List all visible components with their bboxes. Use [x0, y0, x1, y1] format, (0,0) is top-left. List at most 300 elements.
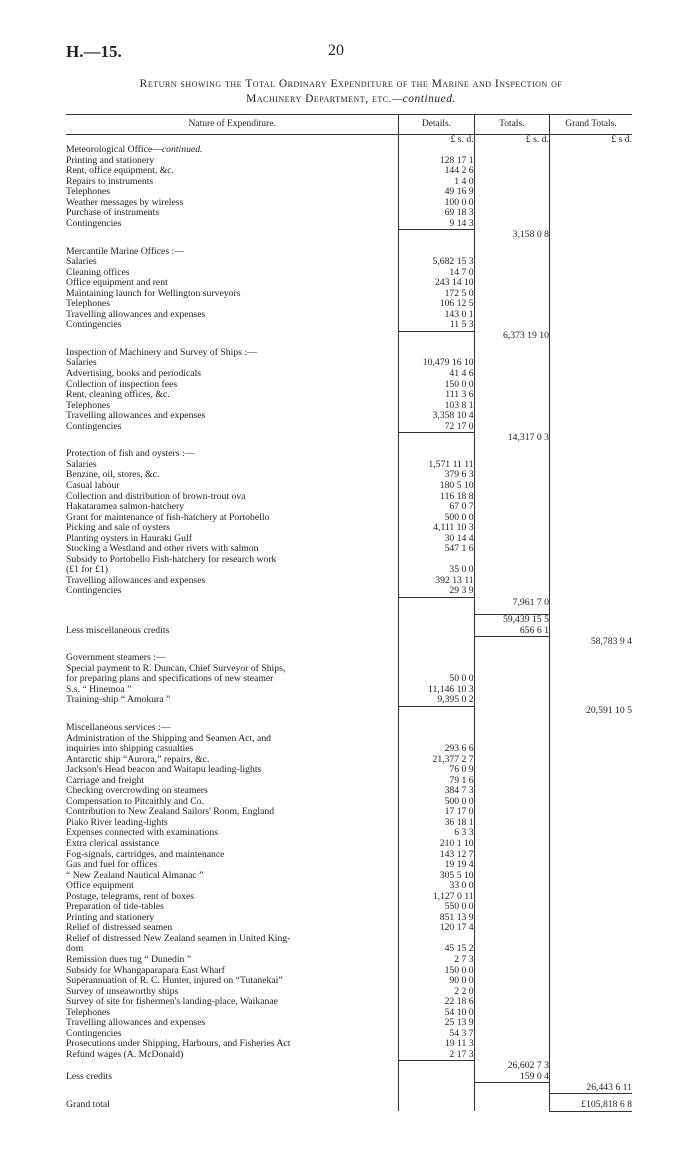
- grand-totals-cell: 20,591 10 5: [549, 706, 632, 717]
- details-cell: 180 5 10: [399, 481, 474, 492]
- list-item: [66, 278, 632, 289]
- section-total-row: [66, 1061, 632, 1072]
- details-cell: 384 7 3: [399, 786, 474, 797]
- row-label: [66, 1050, 399, 1061]
- row-label: [66, 744, 399, 755]
- row-label: [66, 257, 399, 268]
- row-label: [66, 987, 399, 998]
- details-cell: £ s. d.: [399, 134, 474, 145]
- list-item: [66, 268, 632, 279]
- list-item: [66, 987, 632, 998]
- grand-totals-cell: [549, 586, 632, 597]
- details-cell: 150 0 0: [399, 380, 474, 391]
- grand-totals-cell: [549, 198, 632, 209]
- row-label-text: Piako River leading-lights: [66, 817, 168, 828]
- details-cell: [399, 1061, 474, 1072]
- row-label-text: Special payment to R. Duncan, Chief Surveyor of Ships,: [66, 663, 286, 674]
- details-cell: 392 13 11: [399, 576, 474, 587]
- list-item: [66, 422, 632, 433]
- row-label: [66, 358, 399, 369]
- row-label: [66, 1008, 399, 1019]
- row-label: [66, 860, 399, 871]
- col-header-grand-totals: Grand Totals.: [549, 115, 632, 135]
- details-cell: [399, 734, 474, 745]
- row-label: [66, 219, 399, 230]
- totals-cell: [474, 1100, 549, 1111]
- details-cell: 21,377 2 7: [399, 755, 474, 766]
- details-cell: 22 18 6: [399, 997, 474, 1008]
- totals-cell: [474, 723, 549, 734]
- totals-cell: [474, 786, 549, 797]
- row-label: [66, 502, 399, 513]
- row-label: [66, 369, 399, 380]
- details-cell: 76 0 9: [399, 765, 474, 776]
- row-label: [66, 166, 399, 177]
- details-cell: 2 2 0: [399, 987, 474, 998]
- totals-cell: [474, 1029, 549, 1040]
- list-item: [66, 544, 632, 555]
- grand-subtotal-row: [66, 706, 632, 717]
- totals-cell: [474, 944, 549, 955]
- row-label-text: Training-ship “ Amokura ”: [66, 695, 171, 706]
- list-item: [66, 923, 632, 934]
- totals-cell: 656 6 1: [474, 626, 549, 637]
- grand-totals-cell: [549, 1050, 632, 1061]
- list-item: [66, 320, 632, 331]
- row-label-text: Remission dues tug “ Dunedin ”: [66, 955, 192, 966]
- totals-cell: [474, 401, 549, 412]
- row-label-text: Carriage and freight: [66, 775, 145, 786]
- list-item: [66, 219, 632, 230]
- row-label-text: Cleaning offices: [66, 267, 130, 278]
- details-cell: [399, 653, 474, 664]
- row-label: [66, 411, 399, 422]
- totals-cell: [474, 422, 549, 433]
- details-cell: 79 1 6: [399, 776, 474, 787]
- details-cell: 30 14 4: [399, 534, 474, 545]
- grand-totals-cell: [549, 695, 632, 706]
- row-label-text: Travelling allowances and expenses: [66, 309, 206, 320]
- list-item: [66, 198, 632, 209]
- grand-totals-cell: [549, 850, 632, 861]
- row-label: [66, 923, 399, 934]
- row-label-text: Salaries: [66, 358, 97, 369]
- section-heading: [66, 653, 632, 664]
- list-item: [66, 187, 632, 198]
- list-item: [66, 1018, 632, 1029]
- row-label-text: Grand total: [66, 1100, 110, 1111]
- details-cell: 106 12 5: [399, 299, 474, 310]
- row-label-text: Telephones: [66, 400, 110, 411]
- row-label-text: Contribution to New Zealand Sailors' Room, England: [66, 807, 275, 818]
- section-total-row: [66, 230, 632, 241]
- grand-subtotal-row: [66, 637, 632, 648]
- row-label-text: Subsidy for Whangaparapara East Wharf: [66, 965, 225, 976]
- row-label-text: Contingencies: [66, 421, 122, 432]
- grand-totals-cell: [549, 145, 632, 156]
- section-heading: [66, 145, 632, 156]
- list-item: [66, 492, 632, 503]
- totals-cell: [474, 544, 549, 555]
- list-item: [66, 695, 632, 706]
- grand-totals-cell: [549, 380, 632, 391]
- grand-totals-cell: [549, 653, 632, 664]
- totals-cell: 159 0 4: [474, 1072, 549, 1083]
- details-cell: 10,479 16 10: [399, 358, 474, 369]
- row-label: [66, 944, 399, 955]
- list-item: [66, 1008, 632, 1019]
- list-item: [66, 839, 632, 850]
- row-label-text: Contingencies: [66, 218, 122, 229]
- row-label: [66, 230, 399, 241]
- details-cell: 293 6 6: [399, 744, 474, 755]
- grand-totals-cell: [549, 892, 632, 903]
- details-cell: 120 17 4: [399, 923, 474, 934]
- row-label-text: Prosecutions under Shipping, Harbours, and Fisheries Act: [66, 1039, 291, 1050]
- details-cell: 41 4 6: [399, 369, 474, 380]
- row-label-text: Hakataramea salmon-hatchery: [66, 502, 185, 513]
- row-label-text: Rent, office equipment, &c.: [66, 166, 174, 177]
- totals-cell: [474, 492, 549, 503]
- row-label: [66, 695, 399, 706]
- list-item: [66, 685, 632, 696]
- row-label: [66, 997, 399, 1008]
- row-label-text: Postage, telegrams, rent of boxes: [66, 891, 195, 902]
- row-label-text: Casual labour: [66, 481, 120, 491]
- row-label: [66, 1072, 399, 1083]
- row-label: [66, 892, 399, 903]
- totals-cell: [474, 765, 549, 776]
- totals-cell: [474, 257, 549, 268]
- details-cell: 67 0 7: [399, 502, 474, 513]
- row-label: [66, 534, 399, 545]
- row-label: [66, 380, 399, 391]
- totals-cell: [474, 449, 549, 460]
- details-cell: [399, 626, 474, 637]
- totals-cell: [474, 744, 549, 755]
- details-cell: 45 15 2: [399, 944, 474, 955]
- row-label-text: Superannuation of R. C. Hunter, injured on “Tutanekai”: [66, 976, 283, 987]
- list-item: [66, 734, 632, 745]
- row-label-text: Meteorological Office—: [66, 145, 162, 156]
- totals-cell: [474, 470, 549, 481]
- grand-totals-cell: [549, 230, 632, 241]
- row-label-text: Checking overcrowding on steamers: [66, 786, 208, 797]
- row-label: [66, 807, 399, 818]
- grand-totals-cell: [549, 818, 632, 829]
- row-label: [66, 481, 399, 492]
- totals-cell: [474, 198, 549, 209]
- details-cell: 100 0 0: [399, 198, 474, 209]
- details-cell: 11 5 3: [399, 320, 474, 331]
- row-label-text: Telephones: [66, 299, 110, 310]
- less-credits-row: [66, 626, 632, 637]
- details-cell: [399, 706, 474, 717]
- grand-totals-cell: [549, 187, 632, 198]
- row-label: [66, 1039, 399, 1050]
- grand-totals-cell: [549, 1008, 632, 1019]
- totals-cell: [474, 776, 549, 787]
- list-item: [66, 828, 632, 839]
- row-label-suffix: continued.: [161, 145, 203, 156]
- grand-totals-cell: [549, 555, 632, 566]
- grand-totals-cell: [549, 598, 632, 609]
- row-label-text: Maintaining launch for Wellington surveyors: [66, 288, 241, 299]
- totals-cell: [474, 818, 549, 829]
- list-item: [66, 797, 632, 808]
- row-label-text: Survey of site for fishermen's landing-place, Waikanae: [66, 997, 278, 1008]
- totals-cell: [474, 902, 549, 913]
- grand-totals-cell: [549, 786, 632, 797]
- details-cell: 144 2 6: [399, 166, 474, 177]
- totals-cell: [474, 177, 549, 188]
- row-label: [66, 187, 399, 198]
- list-item: [66, 755, 632, 766]
- details-cell: 1 4 0: [399, 177, 474, 188]
- grand-totals-cell: [549, 685, 632, 696]
- details-cell: 9,395 0 2: [399, 695, 474, 706]
- row-label-text: Collection of inspection fees: [66, 379, 178, 390]
- grand-totals-cell: [549, 433, 632, 444]
- totals-cell: [474, 913, 549, 924]
- grand-totals-cell: [549, 902, 632, 913]
- row-label: [66, 310, 399, 321]
- details-cell: 210 1 10: [399, 839, 474, 850]
- details-cell: 19 11 3: [399, 1039, 474, 1050]
- totals-cell: [474, 513, 549, 524]
- grand-totals-cell: [549, 331, 632, 342]
- totals-cell: [474, 369, 549, 380]
- totals-cell: [474, 706, 549, 717]
- grand-totals-cell: [549, 513, 632, 524]
- row-label-text: Printing and stationery: [66, 155, 155, 166]
- totals-cell: 7,961 7 0: [474, 598, 549, 609]
- list-item: [66, 513, 632, 524]
- totals-cell: [474, 871, 549, 882]
- row-label-text: Printing and stationery: [66, 912, 155, 923]
- grand-totals-cell: [549, 358, 632, 369]
- row-label-text: Expenses connected with examinations: [66, 828, 218, 839]
- totals-cell: [474, 208, 549, 219]
- row-label-text: Travelling allowances and expenses: [66, 1018, 206, 1029]
- details-cell: 305 5 10: [399, 871, 474, 882]
- totals-cell: [474, 1050, 549, 1061]
- grand-totals-cell: [549, 390, 632, 401]
- row-label-text: Compensation to Pitcaithly and Co.: [66, 796, 205, 807]
- totals-cell: [474, 576, 549, 587]
- grand-totals-cell: [549, 348, 632, 359]
- row-label: [66, 492, 399, 503]
- row-label: [66, 134, 399, 145]
- totals-cell: [474, 934, 549, 945]
- row-label: [66, 555, 399, 566]
- row-label: [66, 776, 399, 787]
- row-label: [66, 433, 399, 444]
- grand-totals-cell: [549, 997, 632, 1008]
- row-label-text: Repairs to instruments: [66, 176, 154, 187]
- details-cell: [399, 230, 474, 241]
- totals-cell: [474, 187, 549, 198]
- row-label: [66, 513, 399, 524]
- details-cell: [399, 145, 474, 156]
- totals-cell: [474, 839, 549, 850]
- totals-cell: [474, 664, 549, 675]
- details-cell: [399, 449, 474, 460]
- row-label-text: Administration of the Shipping and Seamen Act, and: [66, 733, 272, 744]
- details-cell: 35 0 0: [399, 565, 474, 576]
- totals-cell: [474, 348, 549, 359]
- grand-totals-cell: [549, 268, 632, 279]
- row-label-text: Survey of unseaworthy ships: [66, 986, 179, 997]
- row-label: [66, 966, 399, 977]
- list-item: [66, 955, 632, 966]
- col-header-totals: Totals.: [474, 115, 549, 135]
- totals-cell: 6,373 19 10: [474, 331, 549, 342]
- totals-cell: [474, 145, 549, 156]
- totals-cell: [474, 797, 549, 808]
- section-total-row: [66, 433, 632, 444]
- row-label-text: Protection of fish and oysters :—: [66, 449, 195, 460]
- grand-totals-cell: [549, 310, 632, 321]
- grand-totals-cell: [549, 881, 632, 892]
- row-label-text: Advertising, books and periodicals: [66, 369, 202, 380]
- totals-cell: [474, 502, 549, 513]
- list-item: [66, 310, 632, 321]
- row-label-text: Relief of distressed seamen: [66, 923, 173, 934]
- row-label: [66, 828, 399, 839]
- totals-cell: [474, 481, 549, 492]
- totals-cell: [474, 310, 549, 321]
- grand-totals-cell: [549, 615, 632, 626]
- row-label: [66, 320, 399, 331]
- list-item: [66, 881, 632, 892]
- list-item: [66, 744, 632, 755]
- grand-totals-cell: [549, 401, 632, 412]
- grand-totals-cell: £ s d.: [549, 134, 632, 145]
- totals-cell: [474, 411, 549, 422]
- details-cell: [399, 348, 474, 359]
- row-label-text: Salaries: [66, 257, 97, 268]
- row-label: [66, 674, 399, 685]
- totals-cell: [474, 1008, 549, 1019]
- grand-totals-cell: [549, 544, 632, 555]
- row-label: [66, 881, 399, 892]
- grand-totals-cell: [549, 481, 632, 492]
- grand-totals-cell: [549, 177, 632, 188]
- grand-totals-cell: [549, 219, 632, 230]
- list-item: [66, 966, 632, 977]
- row-label-text: Purchase of instruments: [66, 208, 160, 219]
- grand-totals-cell: [549, 1018, 632, 1029]
- totals-cell: [474, 565, 549, 576]
- row-label: [66, 955, 399, 966]
- details-cell: [399, 247, 474, 258]
- grand-totals-cell: [549, 839, 632, 850]
- details-cell: 143 0 1: [399, 310, 474, 321]
- grand-totals-cell: [549, 664, 632, 675]
- section-total-row: [66, 331, 632, 342]
- row-label-text: Picking and sale of oysters: [66, 523, 170, 534]
- details-cell: 4,111 10 3: [399, 523, 474, 534]
- row-label-text: Grant for maintenance of fish-hatchery at Portobello: [66, 512, 270, 523]
- row-label-text: Contingencies: [66, 586, 122, 597]
- details-cell: 150 0 0: [399, 966, 474, 977]
- totals-cell: 26,602 7 3: [474, 1061, 549, 1072]
- grand-totals-cell: 58,783 9 4: [549, 637, 632, 648]
- list-item: [66, 289, 632, 300]
- row-label: [66, 786, 399, 797]
- row-label: [66, 145, 399, 156]
- title-continued: —continued.: [391, 93, 456, 105]
- details-cell: 379 6 3: [399, 470, 474, 481]
- row-label: [66, 156, 399, 167]
- list-item: [66, 369, 632, 380]
- totals-cell: [474, 1083, 549, 1094]
- grand-totals-cell: [549, 1061, 632, 1072]
- grand-totals-cell: [549, 944, 632, 955]
- row-label-text: Contingencies: [66, 1028, 122, 1039]
- details-cell: [399, 1083, 474, 1094]
- row-label: [66, 401, 399, 412]
- details-cell: [399, 331, 474, 342]
- totals-cell: [474, 685, 549, 696]
- row-label-text: for preparing plans and specifications of new steamer: [66, 674, 274, 685]
- details-cell: [399, 723, 474, 734]
- grand-totals-cell: [549, 523, 632, 534]
- row-label-text: Planting oysters in Hauraki Gulf: [66, 533, 192, 544]
- list-item: [66, 586, 632, 597]
- grand-totals-cell: [549, 502, 632, 513]
- row-label-text: Benzine, oil, stores, &c.: [66, 470, 160, 481]
- list-item: [66, 997, 632, 1008]
- row-label-text: “ New Zealand Nautical Almanac ”: [66, 870, 204, 881]
- totals-cell: [474, 268, 549, 279]
- document-reference: H.—15.: [66, 42, 122, 61]
- row-label: [66, 734, 399, 745]
- row-label: [66, 198, 399, 209]
- totals-cell: [474, 850, 549, 861]
- row-label: [66, 544, 399, 555]
- section-heading: [66, 723, 632, 734]
- list-item: [66, 166, 632, 177]
- details-cell: 500 0 0: [399, 513, 474, 524]
- totals-cell: [474, 555, 549, 566]
- details-cell: 550 0 0: [399, 902, 474, 913]
- row-label-text: Rent, cleaning offices, &c.: [66, 390, 170, 401]
- details-cell: 17 17 0: [399, 807, 474, 818]
- totals-cell: [474, 828, 549, 839]
- details-cell: 33 0 0: [399, 881, 474, 892]
- list-item: [66, 674, 632, 685]
- totals-cell: [474, 637, 549, 648]
- grand-subtotal-row: [66, 1083, 632, 1094]
- list-item: [66, 156, 632, 167]
- grand-totals-cell: [549, 369, 632, 380]
- details-cell: 103 8 1: [399, 401, 474, 412]
- row-label-text: Antarctic ship “Aurora,” repairs, &c.: [66, 754, 210, 765]
- row-label: [66, 289, 399, 300]
- details-cell: 2 7 3: [399, 955, 474, 966]
- row-label-text: Gas and fuel for offices: [66, 860, 158, 871]
- totals-cell: 59,439 15 5: [474, 615, 549, 626]
- row-label: [66, 976, 399, 987]
- details-cell: 111 3 6: [399, 390, 474, 401]
- details-cell: 6 3 3: [399, 828, 474, 839]
- row-label-text: Salaries: [66, 459, 97, 470]
- grand-totals-cell: [549, 289, 632, 300]
- details-cell: 19 19 4: [399, 860, 474, 871]
- row-label: [66, 278, 399, 289]
